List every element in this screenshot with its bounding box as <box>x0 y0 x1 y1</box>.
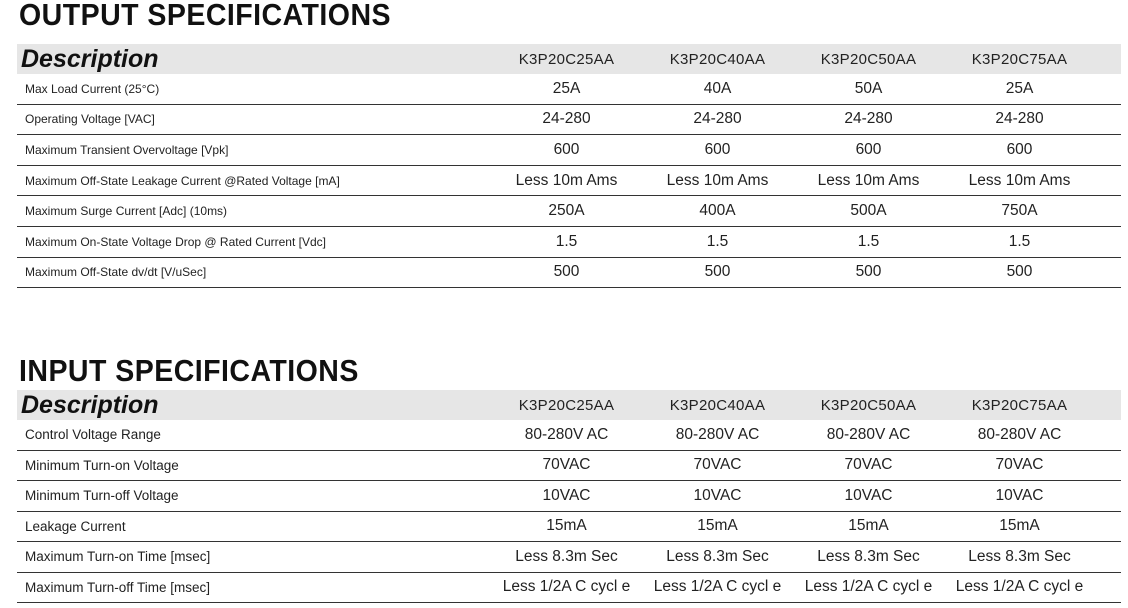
row-value: 600 <box>793 135 944 166</box>
row-label: Minimum Turn-off Voltage <box>17 481 491 512</box>
row-value: 600 <box>642 135 793 166</box>
row-value: 500 <box>944 257 1095 288</box>
model-header: K3P20C50AA <box>793 44 944 74</box>
row-value: 400A <box>642 196 793 227</box>
table-row <box>17 481 1121 512</box>
row-label: Minimum Turn-on Voltage <box>17 450 491 481</box>
table-row <box>17 226 1121 257</box>
row-label: Maximum Off-State dv/dt [V/uSec] <box>17 257 491 288</box>
row-value: 70VAC <box>793 450 944 481</box>
row-value: 15mA <box>793 511 944 542</box>
row-value: 80-280V AC <box>944 420 1095 450</box>
model-header: K3P20C50AA <box>793 390 944 420</box>
row-value: 1.5 <box>944 226 1095 257</box>
table-row <box>17 257 1121 288</box>
output-specifications-table <box>17 44 1121 288</box>
model-header: K3P20C75AA <box>944 44 1095 74</box>
row-value: 70VAC <box>944 450 1095 481</box>
row-value: 24-280 <box>491 104 642 135</box>
row-label: Max Load Current (25°C) <box>17 74 491 104</box>
model-header: K3P20C40AA <box>642 390 793 420</box>
row-value: 80-280V AC <box>491 420 642 450</box>
row-value: 500 <box>793 257 944 288</box>
table-row <box>17 511 1121 542</box>
table-row <box>17 165 1121 196</box>
row-value: Less 8.3m Sec <box>944 542 1095 573</box>
table-row <box>17 196 1121 227</box>
table-row <box>17 542 1121 573</box>
row-value: Less 10m Ams <box>491 165 642 196</box>
row-value: 10VAC <box>491 481 642 512</box>
row-value: 750A <box>944 196 1095 227</box>
row-value: 10VAC <box>944 481 1095 512</box>
model-header: K3P20C25AA <box>491 44 642 74</box>
row-value: Less 1/2A C cycl e <box>491 572 642 603</box>
row-value: 10VAC <box>642 481 793 512</box>
row-value: Less 8.3m Sec <box>642 542 793 573</box>
row-value: 25A <box>491 74 642 104</box>
row-label: Maximum Surge Current [Adc] (10ms) <box>17 196 491 227</box>
row-value: 1.5 <box>642 226 793 257</box>
row-value: Less 10m Ams <box>944 165 1095 196</box>
row-value: 500 <box>491 257 642 288</box>
table-header-row <box>17 44 1121 74</box>
row-label: Maximum Off-State Leakage Current @Rated Voltage [mA] <box>17 165 491 196</box>
table-row <box>17 135 1121 166</box>
row-value: 70VAC <box>491 450 642 481</box>
table-row <box>17 420 1121 450</box>
row-value: 24-280 <box>944 104 1095 135</box>
input-specifications-table <box>17 390 1121 603</box>
row-value: 40A <box>642 74 793 104</box>
output-specifications-title: OUTPUT SPECIFICATIONS <box>19 0 391 32</box>
row-value: 25A <box>944 74 1095 104</box>
row-value: 1.5 <box>793 226 944 257</box>
table-row <box>17 572 1121 603</box>
row-value: Less 1/2A C cycl e <box>642 572 793 603</box>
row-value: Less 1/2A C cycl e <box>944 572 1095 603</box>
row-value: 24-280 <box>793 104 944 135</box>
row-label: Leakage Current <box>17 511 491 542</box>
model-header: K3P20C75AA <box>944 390 1095 420</box>
row-label: Maximum On-State Voltage Drop @ Rated Current [Vdc] <box>17 226 491 257</box>
row-value: 500 <box>642 257 793 288</box>
row-value: 250A <box>491 196 642 227</box>
row-value: 50A <box>793 74 944 104</box>
row-value: 24-280 <box>642 104 793 135</box>
description-header: Description <box>17 44 491 74</box>
row-value: Less 8.3m Sec <box>491 542 642 573</box>
row-value: Less 10m Ams <box>642 165 793 196</box>
row-label: Maximum Transient Overvoltage [Vpk] <box>17 135 491 166</box>
input-specifications-title: INPUT SPECIFICATIONS <box>19 353 359 388</box>
model-header: K3P20C40AA <box>642 44 793 74</box>
row-value: 15mA <box>642 511 793 542</box>
row-value: Less 1/2A C cycl e <box>793 572 944 603</box>
table-header-row <box>17 390 1121 420</box>
table-row <box>17 104 1121 135</box>
row-value: 500A <box>793 196 944 227</box>
table-row <box>17 74 1121 104</box>
row-label: Maximum Turn-off Time [msec] <box>17 572 491 603</box>
table-row <box>17 450 1121 481</box>
description-header: Description <box>17 390 491 420</box>
row-value: Less 10m Ams <box>793 165 944 196</box>
row-value: 600 <box>491 135 642 166</box>
row-value: 70VAC <box>642 450 793 481</box>
row-value: 80-280V AC <box>793 420 944 450</box>
row-value: 15mA <box>944 511 1095 542</box>
row-value: 1.5 <box>491 226 642 257</box>
row-value: 80-280V AC <box>642 420 793 450</box>
row-label: Maximum Turn-on Time [msec] <box>17 542 491 573</box>
row-label: Operating Voltage [VAC] <box>17 104 491 135</box>
row-label: Control Voltage Range <box>17 420 491 450</box>
row-value: 600 <box>944 135 1095 166</box>
row-value: 15mA <box>491 511 642 542</box>
model-header: K3P20C25AA <box>491 390 642 420</box>
row-value: 10VAC <box>793 481 944 512</box>
row-value: Less 8.3m Sec <box>793 542 944 573</box>
